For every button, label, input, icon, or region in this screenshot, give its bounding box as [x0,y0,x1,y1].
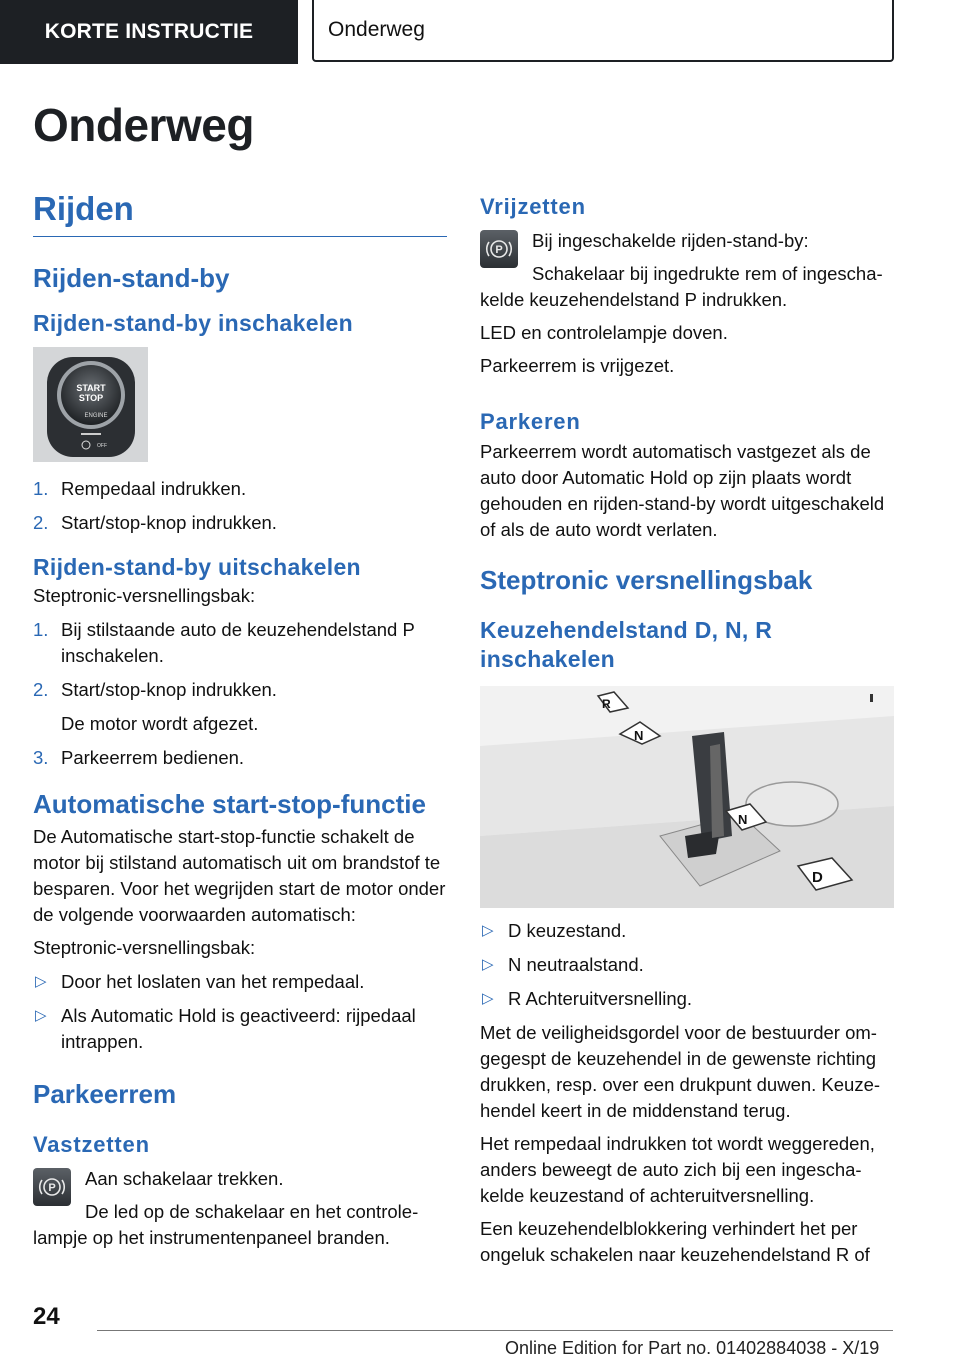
uitschakelen-steps [33,617,447,771]
page-header [0,0,960,64]
gear-label-n-top: N [634,728,644,743]
triangle-bullet-icon: ▷ [35,973,47,990]
list-item: 2. Start/stop-knop indrukken. De motor wordt afgezet. [33,677,447,737]
right-column [480,190,894,1268]
heading-rijden: Rijden [33,190,447,237]
gear-selector-image [480,686,894,908]
keuzehendel-items [480,918,894,1012]
svg-text:P: P [48,1182,56,1194]
vrijzetten-line3: LED en controlelampje doven. [480,322,728,343]
list-item: 1. Rempedaal indrukken. [33,478,247,499]
vastzetten-line1: Aan schakelaar trekken. [85,1168,284,1189]
vrijzetten-block [480,228,894,379]
left-column [33,190,447,1251]
heading-vastzetten: Vastzetten [33,1132,150,1157]
triangle-bullet-icon: ▷ [482,956,494,973]
engine-label: ENGINE [84,413,108,419]
triangle-bullet-icon: ▷ [35,1007,47,1024]
start-stop-intro: Steptronic-versnellingsbak: [33,937,256,958]
keuzehendel-p3: Een keuzehendelblokkering verhindert het per ongeluk schakelen naar keuzehendelstand R of [480,1218,870,1265]
off-label: OFF [97,443,107,449]
list-item: ▷ Door het loslaten van het rempedaal. [33,969,447,995]
heading-start-stop-functie: Automatische start-stop-functie [33,789,426,819]
heading-inschakelen: Rijden-stand-by inschakelen [33,310,353,336]
heading-vrijzetten: Vrijzetten [480,194,586,219]
heading-keuzehendel: Keuzehendelstand D, N, R inschakelen [480,617,773,672]
footer-divider [97,1330,893,1331]
step-note: De motor wordt afgezet. [61,713,259,734]
section-tab[interactable]: KORTE INSTRUCTIE [0,0,298,64]
chapter-tab[interactable]: Onderweg [312,0,894,62]
vrijzetten-line2: Schakelaar bij ingedrukte rem of ingeschakelde keuzehendelstand P indrukken. [480,263,883,310]
vastzetten-block [33,1166,447,1251]
triangle-bullet-icon: ▷ [482,922,494,939]
heading-rijden-stand-by: Rijden-stand-by [33,263,230,293]
page-title: Onderweg [33,99,254,151]
parkeren-text: Parkeerrem wordt automatisch vastgezet als de auto door Automatic Hold op zijn plaats wordt gehouden en rijden-stand-by wordt uitgeschakeld of als de auto wordt verlaten. [480,441,885,540]
keuzehendel-p1: Met de veiligheidsgordel voor de bestuurder omgegespt de keuzehendel in de gewenste richting drukken, resp. over een drukpunt duwen. Keuzehendel keert in de middenstand terug. [480,1022,881,1121]
list-item: 1. Bij stilstaande auto de keuzehendelstand P inschakelen. [33,619,415,666]
triangle-bullet-icon: ▷ [482,990,494,1007]
uitschakelen-intro: Steptronic-versnellingsbak: [33,585,256,606]
start-stop-conditions [33,969,447,1055]
page-number: 24 [33,1303,60,1330]
parking-brake-icon [33,1168,71,1206]
keuzehendel-p2: Het rempedaal indrukken tot wordt weggereden, anders beweegt de auto zich bij een ingeschakelde keuzestand of achteruitversnelling. [480,1133,875,1206]
list-item: ▷ Als Automatic Hold is geactiveerd: rijpedaal intrappen. [35,1005,416,1052]
heading-parkeerrem: Parkeerrem [33,1079,177,1109]
svg-text:P: P [495,244,503,256]
gear-label-n-bottom: N [738,812,748,827]
start-label: START [76,383,106,393]
footer-edition: Online Edition for Part no. 01402884038 - X/19 [505,1338,880,1358]
start-stop-button-image [33,347,148,462]
list-item: ▷ N neutraalstand. [480,952,894,978]
heading-steptronic: Steptronic versnellingsbak [480,565,813,595]
vastzetten-line2: De led op de schakelaar en het controlelampje op het instrumentenpaneel branden. [33,1201,419,1248]
parking-brake-icon [480,230,518,268]
heading-parkeren: Parkeren [480,409,581,434]
vrijzetten-line4: Parkeerrem is vrijgezet. [480,355,675,376]
list-item: ▷ D keuzestand. [480,918,894,944]
heading-uitschakelen: Rijden-stand-by uitschakelen [33,554,361,580]
inschakelen-steps [33,476,447,536]
gear-label-d: D [812,869,823,886]
list-item: ▷ R Achteruitversnelling. [480,986,894,1012]
list-item: 2. Start/stop-knop indrukken. [33,512,277,533]
stop-label: STOP [78,393,104,403]
vrijzetten-line1: Bij ingeschakelde rijden-stand-by: [532,230,809,251]
gear-label-r: R [602,697,611,711]
list-item: 3. Parkeerrem bedienen. [33,747,245,768]
start-stop-text: De Automatische start-stop-functie schakelt de motor bij stilstand automatisch uit om brandstof te besparen. Voor het wegrijden start de motor onder de volgende voorwaarden automatisch: [33,826,446,925]
